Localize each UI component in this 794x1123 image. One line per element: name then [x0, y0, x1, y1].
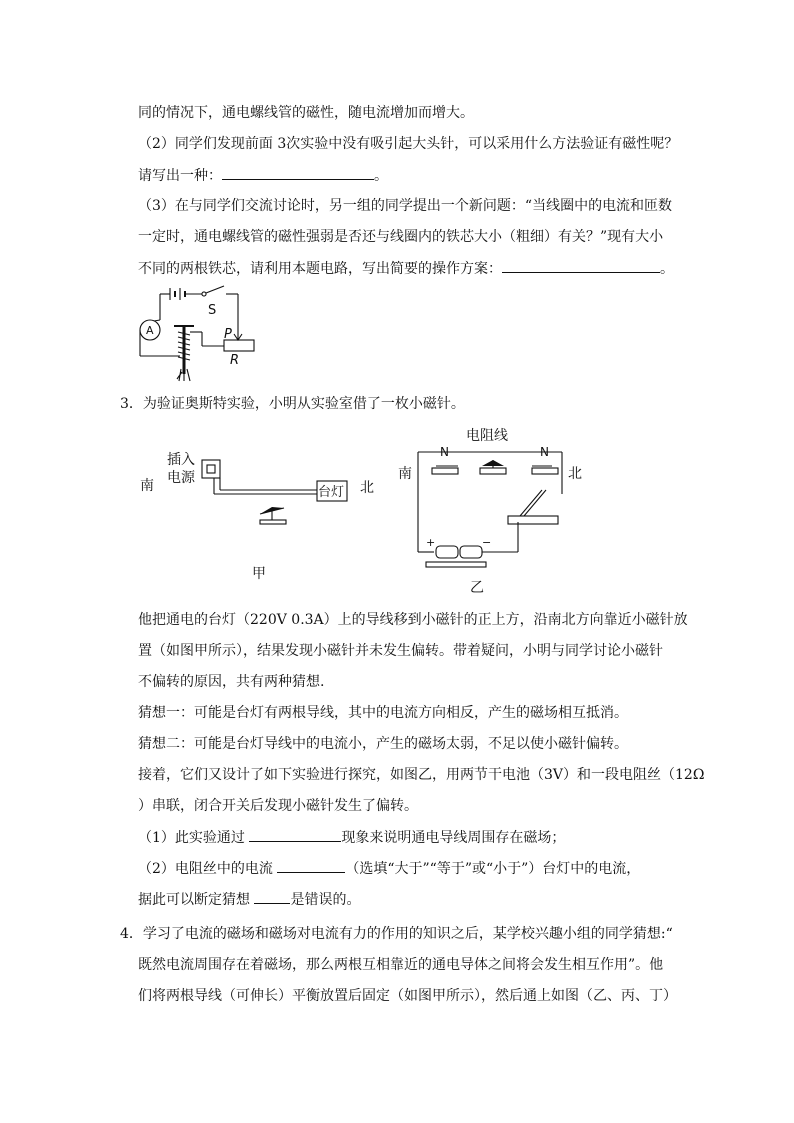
subquestion-text: （选填“大于”“等于”或“小于”）台灯中的电流，	[345, 861, 641, 877]
slider-label: P	[224, 327, 232, 342]
paragraph-line: 们将两根导线（可伸长）平衡放置后固定（如图甲所示），然后通上如图（乙、丙、丁）	[138, 988, 677, 1004]
paragraph-line: 既然电流周围存在着磁场，那么两根互相靠近的通电导体之间将会发生相互作用”。他	[138, 957, 664, 973]
guess-one: 猜想一：可能是台灯有两根导线，其中的电流方向相反，产生的磁场相互抵消。	[138, 705, 628, 721]
lamp-label: 台灯	[318, 485, 345, 500]
question-2-2: （2）同学们发现前面 3次实验中没有吸引起大头针，可以采用什么方法验证有磁性呢？	[138, 136, 679, 152]
question-3-title: 3．为验证奥斯特实验，小明从实验室借了一枚小磁针。	[120, 396, 465, 412]
paragraph-line: 不偏转的原因，共有两种猜想.	[138, 674, 325, 690]
south-label: 南	[398, 466, 412, 482]
guess-two: 猜想二：可能是台灯导线中的电流小，产生的磁场太弱，不足以使小磁针偏转。	[138, 736, 628, 752]
period: 。	[660, 261, 674, 277]
pole-n-left: N	[440, 445, 449, 459]
figure-yi-battery-circuit	[396, 424, 596, 600]
answer-prompt: 不同的两根铁芯，请利用本题电路，写出简要的操作方案：	[138, 261, 502, 277]
resistance-wire-label: 电阻线	[466, 428, 508, 444]
north-label: 北	[568, 466, 582, 482]
answer-blank[interactable]	[222, 165, 374, 180]
figure-caption-yi: 乙	[470, 580, 484, 596]
subquestion-1	[138, 827, 565, 848]
north-label: 北	[360, 480, 374, 496]
plug-label-1: 插入	[167, 452, 195, 468]
answer-blank[interactable]	[502, 258, 660, 273]
figure-caption-jia: 甲	[252, 566, 266, 582]
subquestion-2-conclusion	[138, 889, 360, 910]
answer-blank[interactable]	[254, 889, 290, 904]
question-4-title: 4．学习了电流的磁场和磁场对电流有力的作用的知识之后，某学校兴趣小组的同学猜想:“	[120, 926, 673, 942]
pole-n-right: N	[540, 445, 549, 459]
text-line: 同的情况下，通电螺线管的磁性，随电流增加而增大。	[138, 105, 474, 121]
solenoid-circuit-diagram	[134, 284, 264, 384]
subquestion-text: （1）此实验通过	[138, 830, 250, 846]
paragraph-line: 接着，它们又设计了如下实验进行探究，如图乙，用两节干电池（3V）和一段电阻丝（12Ω	[138, 767, 705, 783]
subquestion-text: 据此可以断定猜想	[138, 892, 255, 908]
minus-label: −	[482, 536, 492, 549]
question-2-3-answer	[138, 258, 674, 279]
text-line: 一定时，通电螺线管的磁性强弱是否还与线圈内的铁芯大小（粗细）有关？”现有大小	[138, 229, 664, 245]
question-2-2-answer	[138, 165, 388, 186]
answer-prompt: 请写出一种：	[138, 168, 222, 184]
resistor-label: R	[230, 353, 240, 368]
plug-label-2: 电源	[167, 470, 195, 486]
answer-blank[interactable]	[277, 858, 345, 873]
period: 。	[374, 168, 388, 184]
paragraph-line: 置（如图甲所示），结果发现小磁针并未发生偏转。带着疑问，小明与同学讨论小磁针	[138, 643, 663, 659]
south-label: 南	[140, 478, 154, 494]
plus-label: +	[426, 536, 436, 549]
paragraph-line: 他把通电的台灯（220V 0.3A）上的导线移到小磁针的正上方，沿南北方向靠近小磁针放	[138, 612, 688, 628]
paragraph-line: ）串联，闭合开关后发现小磁针发生了偏转。	[138, 798, 418, 814]
switch-label: S	[208, 303, 217, 318]
subquestion-text: 是错误的。	[290, 892, 361, 908]
subquestion-text: （2）电阻丝中的电流	[138, 861, 278, 877]
answer-blank[interactable]	[249, 827, 341, 842]
question-2-3: （3）在与同学们交流讨论时，另一组的同学提出一个新问题：“当线圈中的电流和匝数	[138, 198, 673, 214]
subquestion-2	[138, 858, 640, 879]
ammeter-label: A	[146, 324, 154, 337]
subquestion-text: 现象来说明通电导线周围存在磁场；	[341, 830, 566, 846]
figure-jia-lamp-wire	[130, 448, 374, 588]
